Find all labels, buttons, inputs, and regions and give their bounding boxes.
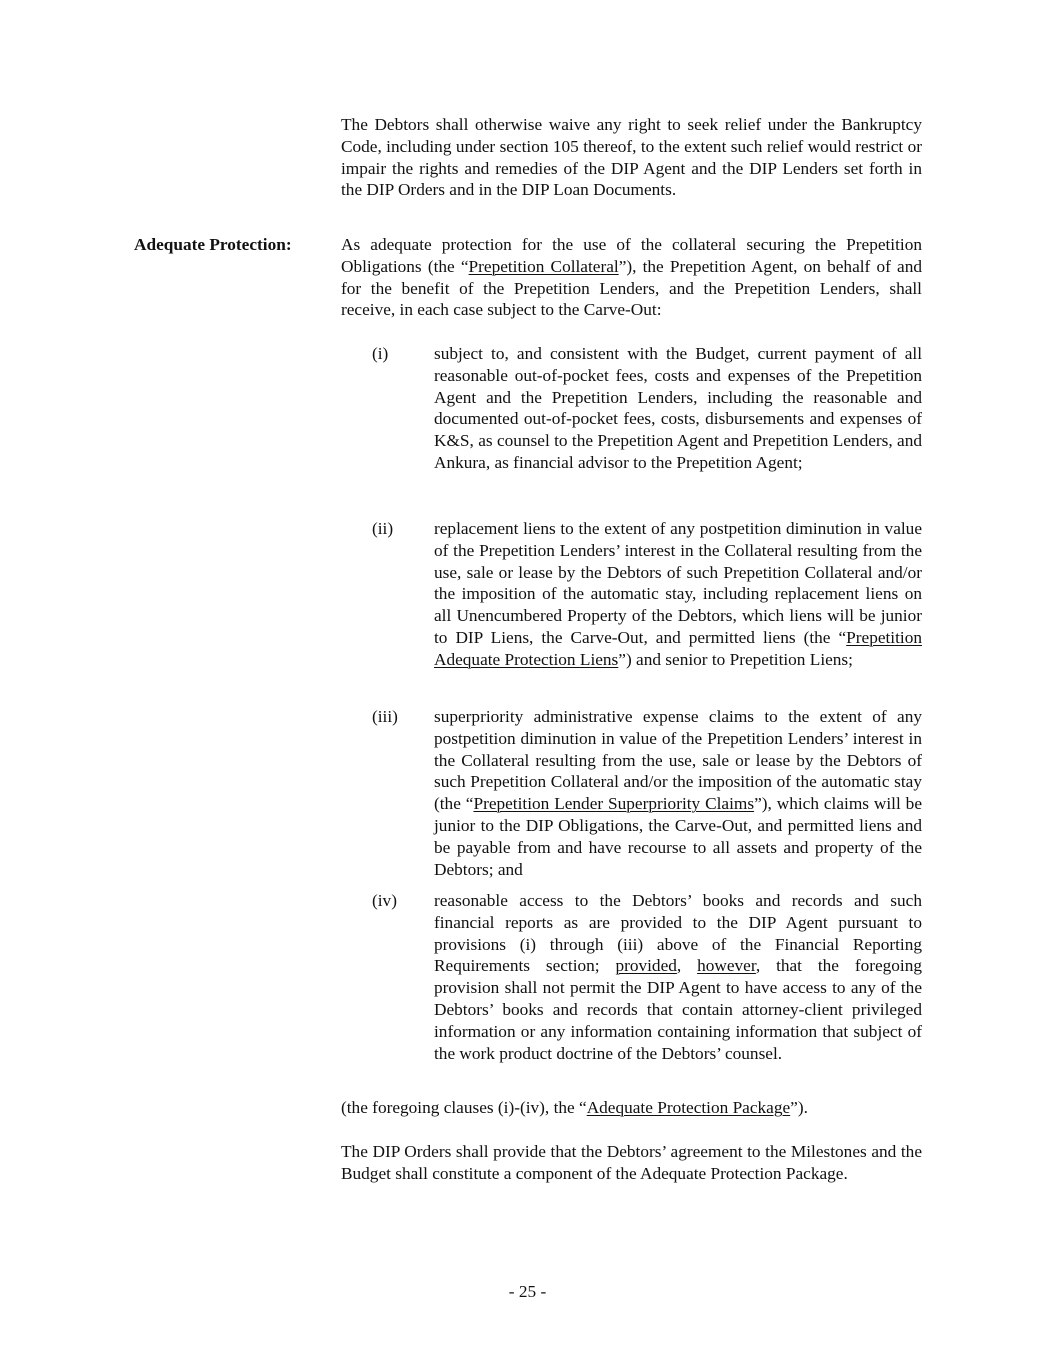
term-provided: provided bbox=[615, 956, 677, 976]
list-item-text bbox=[434, 890, 922, 1064]
list-item-number: (iii) bbox=[372, 707, 398, 726]
list-item-text: subject to, and consistent with the Budget, current payment of all reasonable out-of-pocket fees, costs and expenses of the Prepetition Agent and the Prepetition Lenders, including the reasonable and documented out-of-pocket fees, costs, disbursements and expenses of K&S, as counsel to the Prepetition Agent and Prepetition Lenders, and Ankura, as financial advisor to the Prepetition Agent; bbox=[434, 344, 922, 472]
intro-paragraph: The Debtors shall otherwise waive any right to seek relief under the Bankruptcy Code, including under section 105 thereof, to the extent such relief would restrict or impair the rights and remedies of the DIP Agent and the DIP Lenders set forth in the DIP Orders and in the DIP Loan Documents. bbox=[341, 115, 922, 200]
term-however: however bbox=[697, 956, 756, 976]
list-item-number: (i) bbox=[372, 344, 389, 363]
item-text-after: ”) and senior to Prepetition Liens; bbox=[618, 649, 853, 669]
closing-paragraph: The DIP Orders shall provide that the Debtors’ agreement to the Milestones and the Budget shall constitute a component of the Adequate Protection Package. bbox=[341, 1142, 922, 1183]
item-text-after: ”), which claims will be junior to the DIP Obligations, the Carve-Out, and permitted liens and be payable from and have recourse to all assets and property of the Debtors; and bbox=[434, 794, 922, 879]
defined-term-prepetition-lender-superpriority-claims: Prepetition Lender Superpriority Claims bbox=[473, 794, 755, 814]
list-item-iv bbox=[341, 890, 922, 1064]
section-lead-paragraph bbox=[341, 234, 922, 321]
defined-term-adequate-protection-package: Adequate Protection Package bbox=[586, 1098, 791, 1117]
lead-text-after: ”), the Prepetition Agent, on behalf of and for the benefit of the Prepetition Lenders, and the Prepetition Lenders, shall receive, in each case subject to the Carve-Out: bbox=[341, 256, 922, 320]
item-text-mid: , bbox=[676, 956, 698, 976]
list-item-number: (iv) bbox=[372, 891, 397, 910]
summary-paragraph bbox=[341, 1097, 922, 1119]
list-item-number: (ii) bbox=[372, 519, 394, 538]
item-text-before: reasonable access to the Debtors’ books and records and such financial reports as are provided to the DIP Agent pursuant to provisions (i) through (iii) above of the Financial Reporting Requirements section; bbox=[434, 891, 922, 976]
list-item-i bbox=[341, 343, 922, 474]
list-item-text bbox=[434, 518, 922, 671]
list-item-ii bbox=[341, 518, 922, 671]
section-label: Adequate Protection: bbox=[134, 235, 292, 254]
defined-term-prepetition-collateral: Prepetition Collateral bbox=[468, 256, 619, 276]
summary-text-after: ”). bbox=[790, 1098, 808, 1117]
page-number: - 25 - bbox=[508, 1282, 547, 1301]
item-text-before: replacement liens to the extent of any postpetition diminution in value of the Prepetition Lenders’ interest in the Collateral resulting from the use, sale or lease by the Debtors of such Prepetition Collateral and/or the imposition of the automatic stay, including replacement liens on all Unencumbered Property of the Debtors, which liens will be junior to DIP Liens, the Carve-Out, and permitted liens (the “ bbox=[434, 519, 922, 647]
summary-text-before: (the foregoing clauses (i)-(iv), the “ bbox=[341, 1098, 587, 1117]
item-text-after: , that the foregoing provision shall not permit the DIP Agent to have access to any of the Debtors’ books and records that contain attorney-client privileged information or any information containing information that subject of the work product doctrine of the Debtors’ counsel. bbox=[434, 956, 922, 1063]
list-item-iii bbox=[341, 706, 922, 880]
defined-term-prepetition-adequate-protection-liens: Prepetition Adequate Protection Liens bbox=[434, 627, 922, 669]
item-text-before: superpriority administrative expense claims to the extent of any postpetition diminution in value of the Prepetition Lenders’ interest in the Collateral resulting from the use, sale or lease by the Debtors of such Prepetition Collateral and/or the imposition of the automatic stay (the “ bbox=[434, 707, 922, 814]
list-item-text bbox=[434, 706, 922, 880]
lead-text-before: As adequate protection for the use of the collateral securing the Prepetition Obligations (the “ bbox=[341, 235, 922, 276]
